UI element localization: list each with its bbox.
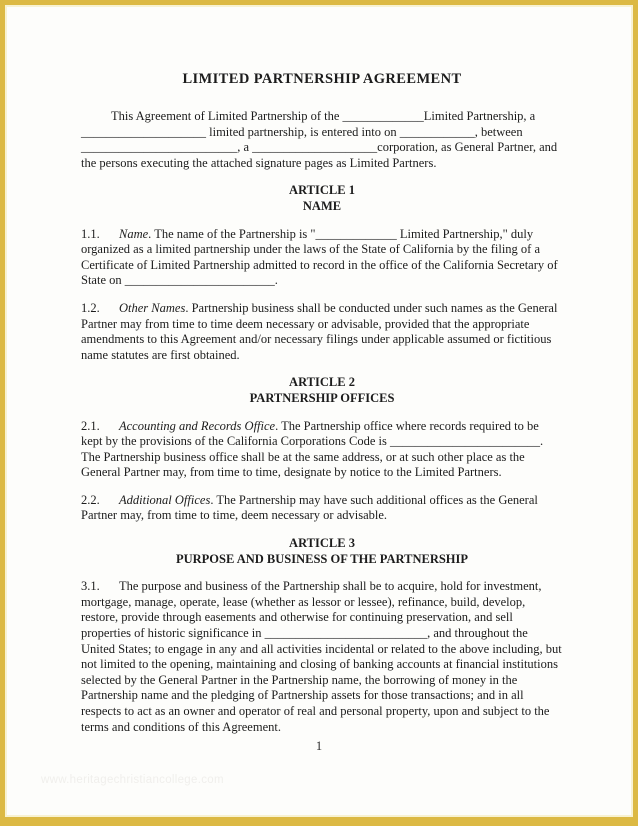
article-2-number: ARTICLE 2 — [289, 375, 355, 390]
document-content — [5, 5, 633, 735]
section-1-2-title: Other Names — [119, 300, 186, 315]
section-2-2-number: 2.2. — [81, 492, 100, 507]
article-3 — [81, 536, 563, 735]
section-2-1-title: Accounting and Records Office — [119, 418, 276, 433]
section-3-1-number: 3.1. — [81, 579, 100, 594]
document-title: LIMITED PARTNERSHIP AGREEMENT — [182, 71, 462, 87]
section-2-2 — [81, 493, 563, 524]
section-1-2-number: 1.2. — [81, 300, 100, 315]
section-2-1-text: . The Partnership office where records required to be kept by the provisions of the California Corporations Code is ________________________. The Partnership business office shall be at the same address, or at such other place as the General Partner may, from time to time, designate by notice to the Limited Partners. — [81, 418, 544, 480]
section-1-1-title: Name — [119, 226, 149, 241]
section-2-2-title: Additional Offices — [119, 492, 211, 507]
article-2 — [81, 375, 563, 524]
article-3-heading — [81, 536, 563, 567]
page-number: 1 — [315, 739, 323, 753]
section-2-1 — [81, 419, 563, 481]
section-1-1-number: 1.1. — [81, 226, 100, 241]
section-3-1-text: The purpose and business of the Partnership shall be to acquire, hold for investment, mortgage, manage, operate, lease (whether as lessor or lessee), refinance, build, develop, restore, provide through easements and otherwise for continuing preservation, and sell properties of historic significance in __________________________, and throughout the United States; to engage in any and all activities incidental or related to the above including, but not limited to the opening, maintaining and closing of banking accounts at financial institutions selected by the General Partner in the Partnership name, the borrowing of money in the Partnership name and the pledging of Partnership assets for those transactions; and in all respects to act as an owner and operator of real and personal property, upon and subject to the terms and conditions of this Agreement. — [81, 579, 562, 734]
article-1-heading — [81, 183, 563, 214]
section-1-1 — [81, 227, 563, 289]
watermark: www.heritagechristiancollege.com — [41, 774, 224, 786]
article-1 — [81, 183, 563, 363]
article-1-title: NAME — [302, 198, 342, 213]
article-2-title: PARTNERSHIP OFFICES — [249, 390, 395, 405]
section-2-1-number: 2.1. — [81, 418, 100, 433]
section-1-2 — [81, 301, 563, 363]
section-3-1 — [81, 579, 563, 735]
preamble-paragraph: This Agreement of Limited Partnership of the _____________Limited Partnership, a ____________________ limited partnership, is entered into on ____________, between _________________________, a ____________________corporation, as General Partner, and the persons executing the attached signature pages as Limited Partners. — [81, 109, 558, 170]
article-1-number: ARTICLE 1 — [289, 183, 355, 198]
section-1-1-text: . The name of the Partnership is "_____________ Limited Partnership," duly organized as a limited partnership under the laws of the State of California by the filing of a Certificate of Limited Partnership admitted to record in the office of the California Secretary of State on ________________________. — [81, 226, 558, 288]
article-2-heading — [81, 375, 563, 406]
article-3-title: PURPOSE AND BUSINESS OF THE PARTNERSHIP — [175, 551, 469, 566]
section-2-2-text: . The Partnership may have such additional offices as the General Partner may, from time to time, deem necessary or advisable. — [81, 492, 538, 523]
article-3-number: ARTICLE 3 — [289, 536, 355, 551]
section-1-2-text: . Partnership business shall be conducted under such names as the General Partner may from time to time deem necessary or advisable, provided that the appropriate amendments to this Agreement and/or necessary filings under applicable assumed or fictitious name statutes are first obtained. — [81, 300, 558, 362]
